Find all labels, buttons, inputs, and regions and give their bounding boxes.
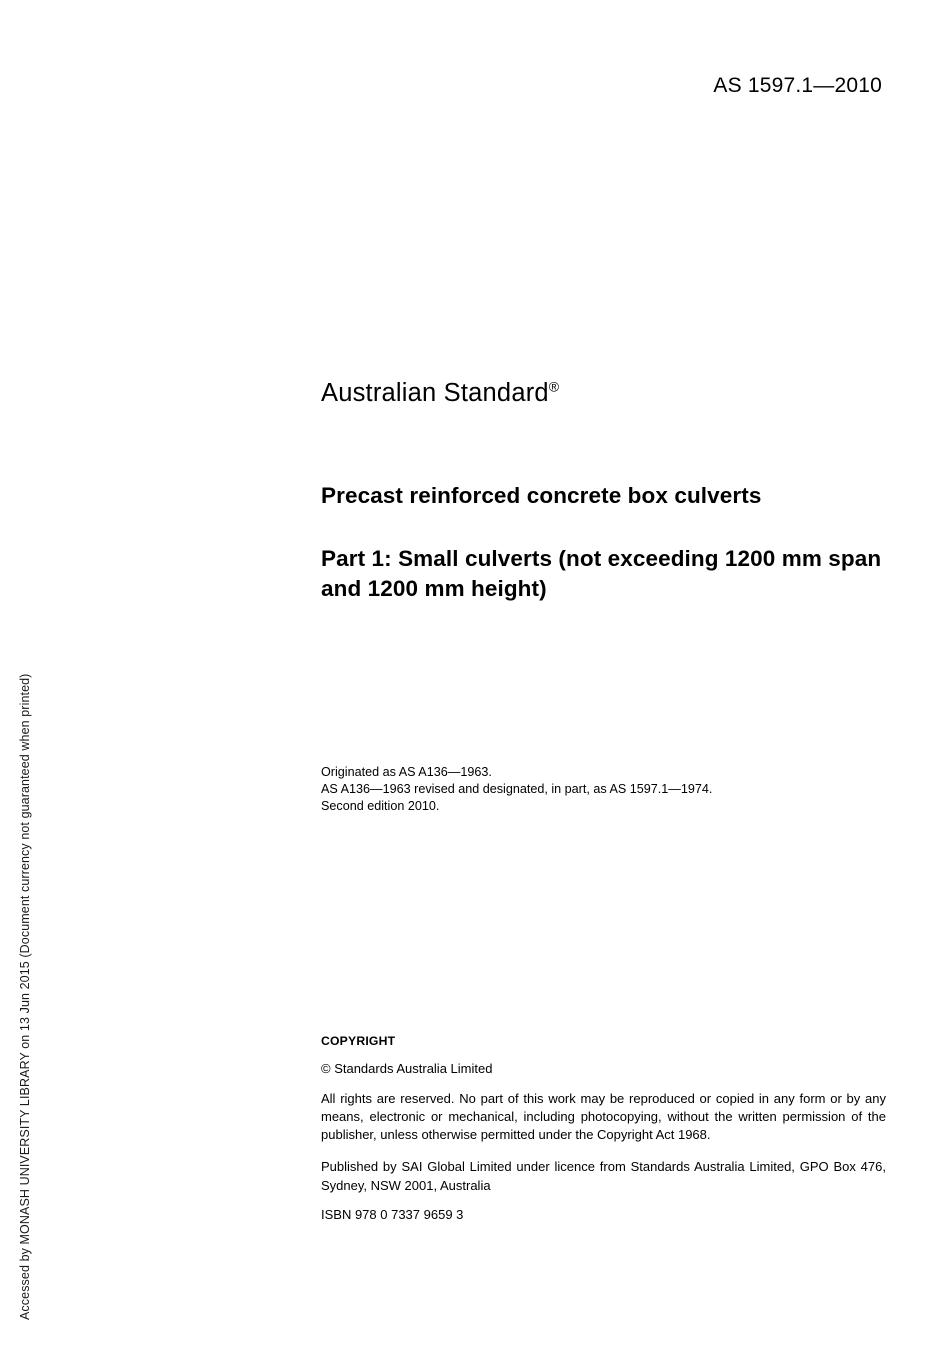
publication-history bbox=[321, 764, 886, 816]
copyright-section bbox=[321, 1034, 886, 1222]
standard-number: AS 1597.1—2010 bbox=[713, 74, 882, 97]
access-stamp: Accessed by MONASH UNIVERSITY LIBRARY on 13 Jun 2015 (Document currency not guaranteed when printed) bbox=[18, 673, 32, 1320]
copyright-owner: © Standards Australia Limited bbox=[321, 1060, 493, 1076]
copyright-heading: COPYRIGHT bbox=[321, 1033, 396, 1048]
history-line: AS A136—1963 revised and designated, in part, as AS 1597.1—1974. bbox=[321, 782, 713, 797]
series-title-text: Australian Standard bbox=[321, 379, 549, 407]
series-title bbox=[321, 378, 886, 409]
registered-mark: ® bbox=[548, 378, 560, 395]
history-line: Second edition 2010. bbox=[321, 799, 440, 814]
rights-statement: All rights are reserved. No part of this work may be reproduced or copied in any form or by any means, electronic or mechanical, including photocopying, without the written permission of the publisher, unless otherwise permitted under the Copyright Act 1968. bbox=[321, 1090, 886, 1143]
publisher-statement: Published by SAI Global Limited under licence from Standards Australia Limited, GPO Box 476, Sydney, NSW 2001, Australia bbox=[321, 1159, 886, 1193]
cover-content bbox=[321, 0, 886, 1222]
history-line: Originated as AS A136—1963. bbox=[321, 764, 492, 779]
document-title: Precast reinforced concrete box culverts bbox=[321, 482, 762, 508]
isbn: ISBN 978 0 7337 9659 3 bbox=[321, 1206, 464, 1222]
part-title: Part 1: Small culverts (not exceeding 1200 mm span and 1200 mm height) bbox=[321, 546, 882, 601]
